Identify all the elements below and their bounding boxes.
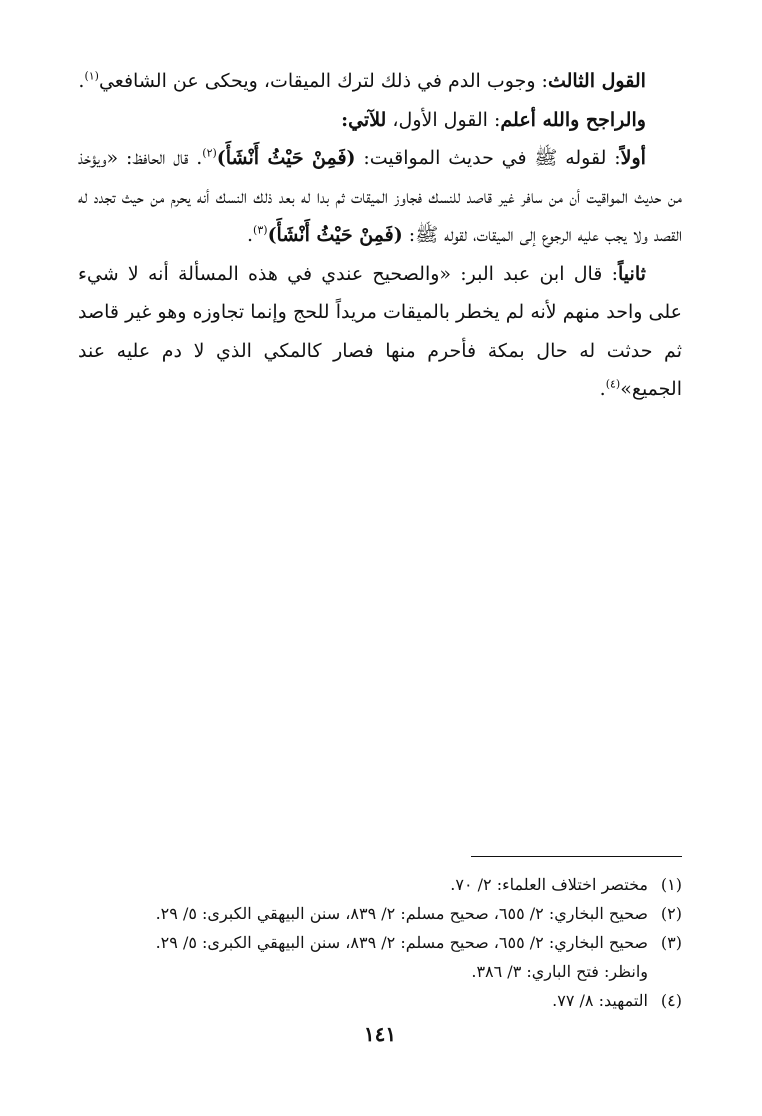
footnote-text: التمهيد: ٨/ ٧٧. — [552, 991, 648, 1010]
end-punct: . — [599, 378, 606, 400]
text-third-opinion: : وجوب الدم في ذلك لترك الميقات، ويحكى عن الشافعي — [98, 70, 548, 92]
lead-first: أولاً — [620, 147, 646, 169]
footnote-continuation: وانظر: فتح الباري: ٣/ ٣٨٦. — [471, 962, 648, 981]
document-page — [78, 62, 682, 1062]
lead-preferred: والراجح والله أعلم — [500, 108, 646, 131]
quote-hadith-2: (فَمِنْ حَيْثُ أَنْشَأَ) — [267, 224, 403, 246]
footnote-item — [78, 870, 682, 899]
lead-second: ثانياً — [618, 262, 646, 285]
page-number: ١٤١ — [363, 1022, 397, 1046]
footnote-item — [78, 986, 682, 1015]
footnote-number: (٢) — [660, 904, 682, 923]
footnote-item — [78, 899, 682, 928]
paragraph-third-opinion — [78, 62, 682, 101]
footnote-number: (٣) — [660, 933, 682, 952]
main-text — [78, 62, 682, 409]
footnote-ref-2[interactable]: (٢) — [202, 146, 217, 160]
footnote-number: (١) — [660, 875, 682, 894]
footnote-text: مختصر اختلاف العلماء: ٢/ ٧٠. — [450, 875, 648, 894]
end-punct: . — [78, 70, 85, 92]
footnote-ref-3[interactable]: (٣) — [253, 223, 268, 237]
tail-preferred: للآتي: — [341, 108, 387, 131]
footnote-text: صحيح البخاري: ٢/ ٦٥٥، صحيح مسلم: ٢/ ٨٣٩، سنن البيهقي الكبرى: ٥/ ٢٩. — [155, 933, 648, 952]
footnote-number: (٤) — [660, 991, 682, 1010]
paragraph-second-reason — [78, 255, 682, 409]
footnote-ref-4[interactable]: (٤) — [605, 377, 621, 391]
text-second: : قال ابن عبد البر: «والصحيح عندي في هذه المسألة أنه لا شيء على واحد منهم لأنه لم يخطر بالميقات مريداً للحج وإنما تجاوزه وهو غير قاصد ثم حدثت له حال بمكة فأحرم منها فصار كالمكي الذي لا دم عليه عند الجميع» — [78, 262, 682, 400]
text-preferred: : القول الأول، — [386, 108, 501, 131]
footnotes-section — [78, 870, 682, 1015]
footnote-text: صحيح البخاري: ٢/ ٦٥٥، صحيح مسلم: ٢/ ٨٣٩، سنن البيهقي الكبرى: ٥/ ٢٩. — [155, 904, 648, 923]
footnote-item — [78, 928, 682, 957]
paragraph-preferred-opinion — [78, 101, 682, 140]
quote-hadith-1: (فَمِنْ حَيْثُ أَنْشَأَ) — [216, 147, 356, 169]
footnote-ref-1[interactable]: (١) — [84, 69, 99, 83]
text-first-2: . قال الحافظ: «ويؤخذ من حديث المواقيت أن من سافر غير قاصد للنسك فجاوز الميقات ثم بدا له بعد ذلك النسك أنه يحرم من حيث تجدد له القصد ولا يجب عليه الرجوع إلى الميقات، لقوله ﷺ: — [78, 147, 682, 246]
footnote-divider — [471, 856, 682, 857]
lead-third-opinion: القول الثالث — [547, 70, 646, 92]
end-punct: . — [247, 224, 254, 246]
paragraph-first-reason — [78, 139, 682, 255]
text-first-1: : لقوله ﷺ في حديث المواقيت: — [355, 147, 621, 169]
